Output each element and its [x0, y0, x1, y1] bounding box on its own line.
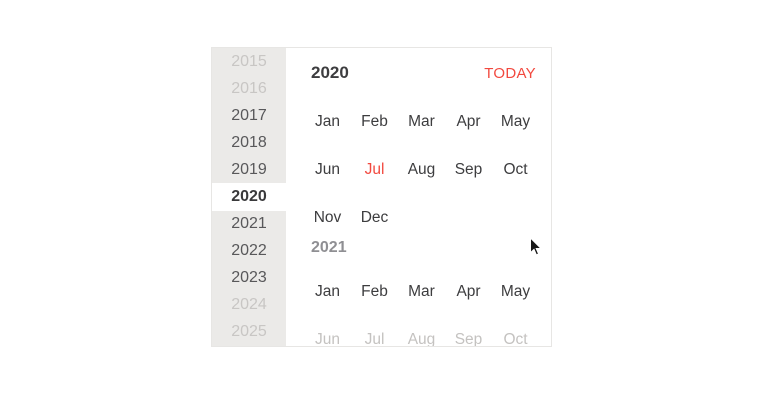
year-item-2019[interactable]: 2019 — [231, 160, 267, 178]
month-2020-may[interactable]: May — [500, 113, 531, 130]
month-2020-aug[interactable]: Aug — [407, 161, 436, 178]
month-2020-oct[interactable]: Oct — [503, 161, 528, 178]
month-sections — [286, 98, 551, 347]
month-2021-oct[interactable]: Oct — [503, 331, 528, 347]
month-2021-sep[interactable]: Sep — [454, 331, 483, 347]
year-sidebar — [212, 48, 286, 346]
year-item-2016[interactable]: 2016 — [231, 79, 267, 97]
month-2021-mar[interactable]: Mar — [408, 283, 435, 300]
month-2021-may[interactable]: May — [500, 283, 531, 300]
month-picker-panel — [211, 47, 552, 347]
month-2020-jul[interactable]: Jul — [364, 161, 385, 178]
year-item-2022[interactable]: 2022 — [231, 242, 267, 260]
month-2020-feb[interactable]: Feb — [361, 113, 388, 130]
year-item-2023[interactable]: 2023 — [231, 269, 267, 287]
month-2021-apr[interactable]: Apr — [456, 283, 481, 300]
month-2020-mar[interactable]: Mar — [408, 113, 435, 130]
month-2020-jan[interactable]: Jan — [315, 113, 340, 130]
section-year-label-2021: 2021 — [311, 239, 347, 256]
months-grid-2020 — [304, 98, 551, 242]
month-2020-jun[interactable]: Jun — [315, 161, 340, 178]
month-picker-main — [286, 48, 551, 346]
month-2021-feb[interactable]: Feb — [361, 283, 388, 300]
today-button[interactable]: TODAY — [484, 64, 536, 82]
year-item-2015[interactable]: 2015 — [231, 52, 267, 70]
month-2020-nov[interactable]: Nov — [313, 209, 342, 226]
current-year-label: 2020 — [311, 63, 349, 82]
month-2021-jul[interactable]: Jul — [364, 331, 385, 347]
year-item-2021[interactable]: 2021 — [231, 215, 267, 233]
year-item-2024[interactable]: 2024 — [231, 296, 267, 314]
month-2021-jun[interactable]: Jun — [315, 331, 340, 347]
month-2020-dec[interactable]: Dec — [360, 209, 389, 226]
year-item-2018[interactable]: 2018 — [231, 133, 267, 151]
month-2021-aug[interactable]: Aug — [407, 331, 436, 347]
month-2020-sep[interactable]: Sep — [454, 161, 483, 178]
year-item-2025[interactable]: 2025 — [231, 323, 267, 341]
year-item-2017[interactable]: 2017 — [231, 106, 267, 124]
months-grid-2021 — [304, 268, 551, 347]
picker-header — [286, 48, 551, 98]
month-2020-apr[interactable]: Apr — [456, 113, 481, 130]
year-item-2020[interactable]: 2020 — [212, 183, 286, 210]
month-2021-jan[interactable]: Jan — [315, 283, 340, 300]
